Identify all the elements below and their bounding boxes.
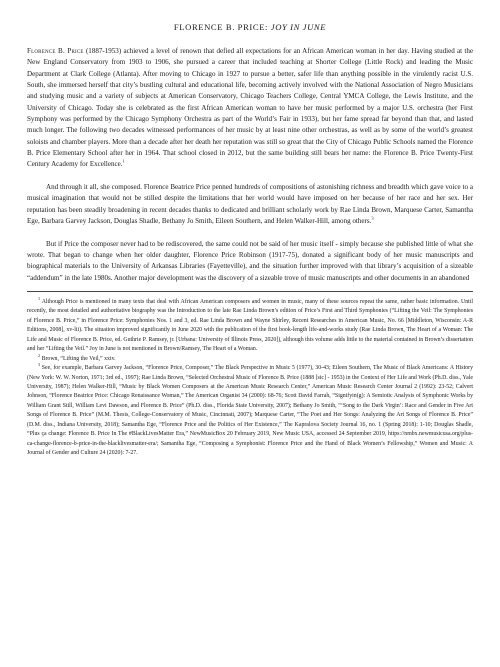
footnote-number: 3 bbox=[38, 362, 41, 368]
document-page bbox=[27, 22, 473, 459]
footnote-1 bbox=[27, 295, 474, 355]
footnote-number: 2 bbox=[38, 352, 41, 358]
footnote-ref-3[interactable]: 3 bbox=[371, 215, 374, 221]
footnote-text: Although Price is mentioned in many texts that deal with African American composers and women in music, many of these sources repeat the same, rather basic information. Until recently, the most detailed and authoritative biography was the Introduction to the late Rae Linda Brown’s edition of Price’s First and Third Symphonies (“Lifting the Veil: The Symphonies of Florence B. Price,” in Florence Price: Symphonies Nos. 1 and 3, ed. Rae Linda Brown and Wayne Shirley, Recent Researches in American Music, No. 66 [Middleton, Wisconsin: A-R Editions, 2008], xv-lii). The situation improved significantly in June 2020 with the publication of the first book-length life-and-works study (Rae Linda Brown, The Heart of a Woman: The Life and Music of Florence B. Price, ed. Guthrie P. Ramsey, jr. [Urbana: University of Illinois Press, 2020]), although this volume adds little to the material contained in Brown’s dissertation and her “Lifting the Veil.” Joy in June is not mentioned in Brown/Ramsey, The Heart of a Woman. bbox=[27, 298, 474, 353]
paragraph-1-lead: Florence B. Price bbox=[27, 47, 84, 55]
footnotes bbox=[27, 295, 474, 459]
footnote-number: 1 bbox=[38, 295, 41, 301]
running-head-work-title: JOY IN JUNE bbox=[270, 22, 327, 32]
footnote-text: See, for example, Barbara Garvey Jackson, “Florence Price, Composer,” The Black Perspective in Music 5 (1977), 30-43; Eileen Southern, The Music of Black Americans: A History (New York: W. W. Norton, 1971; 3rd ed., 1997); Rae Linda Brown, “Selected Orchestral Music of Florence B. Price (1888 [sic] - 1953) in the Context of Her Life and Work (Ph.D. diss., Yale University, 1987); Helen Walker-Hill, “Music by Black Women Composers at the American Music Research Center,” American Music Research Center Journal 2 (1992): 23-52; Calvert Johnson, “Florence Beatrice Price: Chicago Renaissance Woman,” The American Organist 34 (2000): 68-76; Scott David Farrah, “Signifyin(g): A Semiotic Analysis of Symphonic Works by William Grant Still, William Levi Dawson, and Florence B. Price” (Ph.D. diss., Florida State University, 2007); Bethany Jo Smith, “‘Song to the Dark Virgin’: Race and Gender in Five Art Songs of Florence B. Price” (M.M. Thesis, College-Conservatory of Music, Cincinnati, 2007); Marquese Carter, “The Poet and Her Songs: Analyzing the Art Songs of Florence B. Price” (D.M. diss., Indiana University, 2018); Samantha Ege, “Florence Price and the Politics of Her Existence,” The Kapralova Society Journal 16, no. 1 (Spring 2018): 1-10; Douglas Shadle, “Plus ça change: Florence B. Price In The #BlackLivesMatter Era,” NewMusicBox 20 February 2019, New Music USA, accessed 24 September 2019, https://nmbx.newmusicusa.org/plus-ca-change-florence-b-price-in-the-blacklivesmatter-era/; Samantha Ege, “Composing a Symphonist: Florence Price and the Hand of Black Women’s Fellowship,” Women and Music: A Journal of Gender and Culture 24 (2020): 7-27. bbox=[27, 365, 473, 457]
paragraph-2 bbox=[27, 182, 473, 227]
paragraph-3-text: But if Price the composer never had to be rediscovered, the same could not be said of her music itself - simply because she published little of what she wrote. That began to change when her older daughter, Florence Price Robinson (1917-75), donated a significant body of her music manuscripts and biographical materials to the University of Arkansas Libraries (Fayetteville), and the situation further improved with that library’s acquisition of a sizeable “addendum” in the late 1980s. Another major development was the discovery of a sizeable trove of music manuscripts and other documents in an abandoned bbox=[27, 239, 473, 282]
body-text bbox=[27, 46, 473, 284]
running-head bbox=[27, 22, 473, 32]
running-head-author: FLORENCE B. PRICE: bbox=[173, 22, 269, 32]
footnote-ref-1[interactable]: 1 bbox=[122, 159, 125, 165]
paragraph-3 bbox=[27, 239, 473, 284]
footnote-separator bbox=[27, 291, 473, 292]
footnote-text: Brown, “Lifting the Veil,” xxiv. bbox=[41, 355, 116, 362]
paragraph-1-text: (1887-1953) achieved a level of renown that defied all expectations for an African American woman in her day. Having studied at the New England Conservatory from 1903 to 1906, she pursued a career that included teaching at Shorter College (Little Rock) and leading the Music Department at Clark College (Atlanta). After moving to Chicago in 1927 to pursue a better, safer life than anything possible in the virulently racist U.S. South, she immersed herself that city’s bustling cultural and educational life, becoming actively involved with the National Association of Negro Musicians and studying music and a variety of subjects at American Conservatory, Chicago Teachers College, Central YMCA College, the Lewis Institute, and the University of Chicago. Today she is celebrated as the first African American woman to have her music performed by a major U.S. orchestra (her First Symphony was performed by the Chicago Symphony Orchestra as part of the World’s Fair in 1933), but her fame spread far beyond than that, and lasted much longer. The following two decades witnessed performances of her music by at least nine other orchestras, as well as by some of the world’s greatest soloists and chamber players. More than a decade after her death her reputation was still so great that the City of Chicago Public Schools named the Florence B. Price Elementary School after her in 1964. That school closed in 2012, but the same building still bears her name: the Florence B. Price Twenty-First Century Academy for Excellence. bbox=[27, 47, 473, 169]
footnote-2 bbox=[27, 352, 473, 364]
paragraph-1 bbox=[27, 46, 473, 171]
paragraph-2-text: And through it all, she composed. Florence Beatrice Price penned hundreds of compositions of astonishing richness and breadth which gave voice to a musical imagination that would not be stilled despite the limitations that her world would have imposed on her because of her race and her sex. Her reputation has been steadily broadening in recent decades thanks to dedicated and brilliant scholarly work by Rae Linda Brown, Marquese Carter, Samantha Ege, Barbara Garvey Jackson, Douglas Shadle, Bethany Jo Smith, Eileen Southern, and Helen Walker-Hill, among others. bbox=[27, 182, 473, 225]
footnote-3 bbox=[27, 364, 473, 459]
